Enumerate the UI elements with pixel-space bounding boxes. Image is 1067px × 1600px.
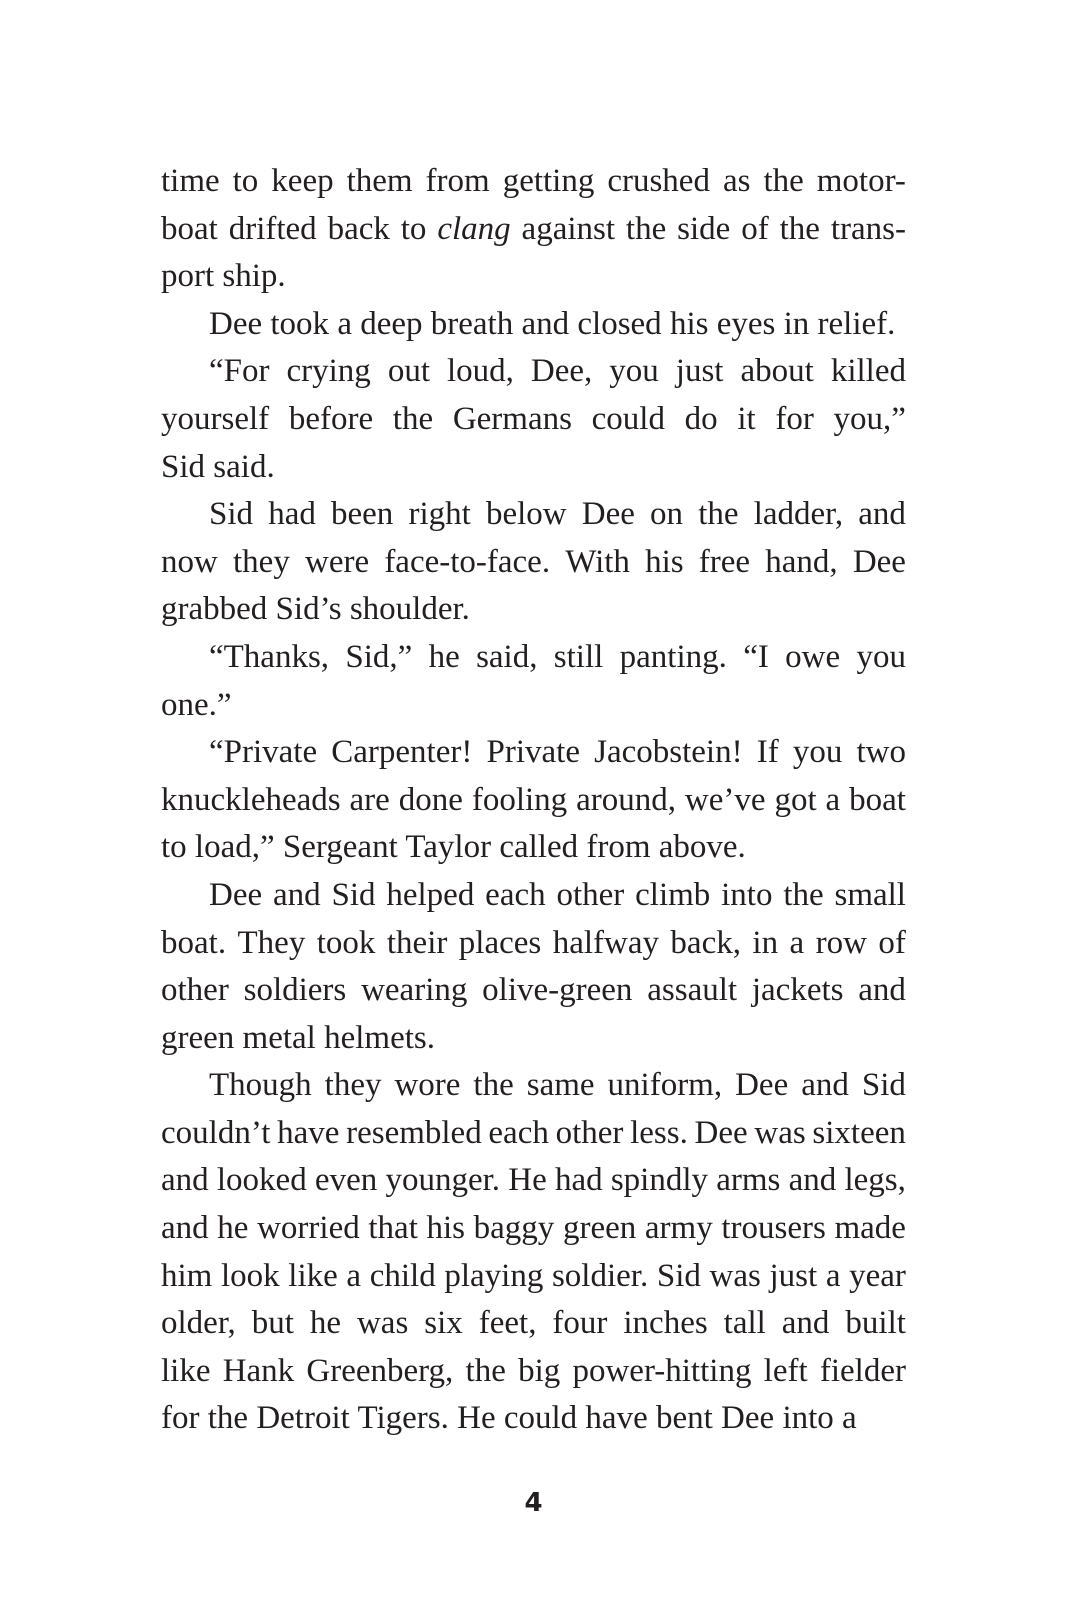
word: took	[270, 305, 330, 342]
word: now	[161, 543, 218, 580]
word: right	[408, 496, 471, 533]
word: Greenberg,	[306, 1352, 454, 1389]
word: Sid,”	[345, 638, 413, 675]
word: other	[556, 876, 625, 913]
word: back	[327, 210, 390, 247]
word: the	[783, 876, 824, 913]
word: the	[763, 163, 804, 199]
word: soldier.	[551, 1257, 649, 1294]
word: Sid	[331, 876, 376, 913]
word: of	[878, 924, 906, 961]
word: but	[251, 1305, 294, 1342]
word: “Thanks,	[209, 638, 330, 675]
word: back,	[670, 924, 741, 961]
word: motor-	[816, 163, 906, 199]
word: soldiers	[243, 972, 347, 1009]
word: power-hitting	[572, 1352, 752, 1389]
word: on	[650, 496, 684, 533]
word: the	[465, 1352, 506, 1389]
word: Dee	[694, 1114, 748, 1151]
word: grabbed	[161, 591, 268, 628]
word: to	[400, 210, 427, 247]
word: less.	[630, 1114, 688, 1151]
text-line	[161, 158, 906, 206]
word: He	[508, 1162, 547, 1199]
text-line	[161, 301, 906, 349]
word: made	[834, 1210, 906, 1247]
word: four	[552, 1305, 608, 1342]
word: he	[309, 1305, 341, 1342]
word: legs,	[844, 1162, 906, 1199]
word: to	[232, 163, 259, 199]
word: from	[425, 163, 490, 199]
word: he	[428, 638, 460, 675]
word: breath	[430, 305, 514, 342]
word: the	[698, 496, 739, 533]
word: Dee	[852, 543, 906, 580]
word: had	[554, 1162, 603, 1199]
word: metal	[242, 1019, 316, 1056]
word: was	[709, 1257, 761, 1294]
word: Dee	[209, 305, 263, 342]
word: you	[856, 638, 906, 675]
word: side	[677, 210, 731, 247]
word: closed	[577, 305, 662, 342]
word: Sergeant	[282, 829, 398, 866]
word: you,”	[833, 400, 906, 437]
word: Hank	[222, 1352, 295, 1389]
word: him	[161, 1257, 213, 1294]
text-line	[161, 1205, 906, 1253]
word: Private	[486, 734, 580, 771]
word: he	[217, 1210, 249, 1247]
word: Though	[209, 1067, 312, 1104]
word: crushed	[607, 163, 710, 199]
word: child	[369, 1257, 436, 1294]
word: Sid	[161, 448, 206, 485]
word: wearing	[361, 972, 468, 1009]
word: small	[834, 876, 906, 913]
word: couldn’t	[161, 1114, 271, 1151]
word: Dee	[581, 496, 635, 533]
word: climb	[635, 876, 711, 913]
word: in	[752, 924, 779, 961]
word: helped	[386, 876, 475, 913]
word: said.	[213, 448, 275, 485]
word: Dee	[209, 876, 263, 913]
word: resembled	[346, 1114, 482, 1151]
word: spindly	[610, 1162, 708, 1199]
word: worried	[257, 1210, 360, 1247]
word: boat	[849, 781, 906, 818]
word: Sid	[656, 1257, 701, 1294]
word: Germans	[452, 400, 572, 437]
word: the	[779, 210, 820, 247]
word: the	[207, 1400, 249, 1437]
word: into	[782, 1400, 834, 1437]
word: for	[161, 1400, 200, 1437]
word: wore	[394, 1067, 461, 1104]
word: keep	[271, 163, 334, 199]
word: row	[815, 924, 867, 961]
word: you	[792, 734, 843, 771]
word: fielder	[819, 1352, 906, 1389]
word: a	[825, 781, 841, 818]
word: was	[754, 1114, 806, 1151]
word: built	[845, 1305, 906, 1342]
word: just	[675, 353, 724, 390]
word: ship.	[222, 258, 286, 295]
word: port	[161, 258, 215, 295]
word: “I	[743, 638, 769, 675]
word: green	[161, 1019, 235, 1056]
word: could	[503, 1400, 578, 1437]
word: face-to-face.	[384, 543, 551, 580]
word: Detroit	[256, 1400, 350, 1437]
text-line	[161, 491, 906, 539]
word: his	[426, 1210, 466, 1247]
word: green	[562, 1210, 637, 1247]
word: left	[763, 1352, 808, 1389]
word: boat.	[161, 924, 227, 961]
word: we’ve	[684, 781, 766, 818]
word: inches	[623, 1305, 708, 1342]
word: sixteen	[812, 1114, 906, 1151]
text-line	[161, 682, 906, 730]
word: other	[555, 1114, 624, 1151]
word: fooling	[471, 781, 568, 818]
text-line	[161, 1110, 906, 1158]
word: They	[237, 924, 306, 961]
word: With	[565, 543, 630, 580]
word: panting.	[619, 638, 727, 675]
word: as	[722, 163, 751, 199]
word: was	[356, 1305, 409, 1342]
text-line	[161, 206, 906, 254]
word: older,	[161, 1305, 236, 1342]
word: a	[337, 305, 352, 342]
word: boat	[161, 210, 218, 247]
word: feet,	[478, 1305, 537, 1342]
word: six	[424, 1305, 463, 1342]
word: have	[277, 1114, 340, 1151]
text-line	[161, 824, 906, 872]
word: shoulder.	[349, 591, 470, 628]
word: bent	[655, 1400, 713, 1437]
word: and	[801, 1067, 849, 1104]
word: a	[825, 1257, 841, 1294]
text-line	[161, 1395, 906, 1443]
word: assault	[647, 972, 738, 1009]
word: that	[368, 1210, 418, 1247]
word: the	[625, 210, 667, 247]
text-line	[161, 729, 906, 777]
text-line	[161, 1015, 906, 1063]
word: yourself	[161, 400, 270, 437]
word: playing	[444, 1257, 544, 1294]
text-line	[161, 444, 906, 492]
word: “Private	[209, 734, 318, 771]
word: look	[220, 1257, 280, 1294]
text-line	[161, 920, 906, 968]
word: like	[288, 1257, 338, 1294]
text-line	[161, 539, 906, 587]
word: above.	[658, 829, 746, 866]
text-line	[161, 1348, 906, 1396]
word: and	[272, 876, 321, 913]
word: his	[669, 305, 709, 342]
text-line	[161, 1300, 906, 1348]
word: their	[386, 924, 448, 961]
word: from	[586, 829, 651, 866]
word: tall	[723, 1305, 766, 1342]
word: could	[591, 400, 665, 437]
word: below	[485, 496, 567, 533]
word: baggy	[473, 1210, 555, 1247]
word: his	[645, 543, 684, 580]
word: time	[161, 163, 220, 199]
word: He	[457, 1400, 496, 1437]
text-line	[161, 1253, 906, 1301]
word: eyes	[716, 305, 776, 342]
word: “For	[209, 353, 270, 390]
word: a	[789, 924, 805, 961]
word: it	[737, 400, 756, 437]
text-line	[161, 872, 906, 920]
word: year	[849, 1257, 906, 1294]
text-line	[161, 777, 906, 825]
word: in	[783, 305, 810, 342]
word: were	[305, 543, 370, 580]
word: they	[233, 543, 290, 580]
text-line	[161, 348, 906, 396]
word: same	[526, 1067, 595, 1104]
word: just	[769, 1257, 818, 1294]
word: the	[473, 1067, 514, 1104]
word: and	[781, 1305, 830, 1342]
word: trousers	[721, 1210, 826, 1247]
text-line	[161, 396, 906, 444]
word: and	[161, 1210, 209, 1247]
word: trans-	[830, 210, 906, 247]
word: Sid’s	[275, 591, 342, 628]
word: and	[788, 1162, 837, 1199]
word: took	[316, 924, 376, 961]
word: them	[346, 163, 413, 199]
word: loud,	[446, 353, 514, 390]
word: deep	[360, 305, 423, 342]
word: done	[398, 781, 463, 818]
word: Tigers.	[357, 1400, 449, 1437]
word: a	[346, 1257, 362, 1294]
word: jackets	[751, 972, 844, 1009]
word: out	[387, 353, 430, 390]
word: like	[161, 1352, 211, 1389]
word: looked	[216, 1162, 307, 1199]
word: and	[858, 496, 906, 533]
word: Sid	[209, 496, 254, 533]
word: to	[161, 829, 187, 866]
word: said,	[476, 638, 538, 675]
word: hand,	[765, 543, 838, 580]
text-line	[161, 253, 906, 301]
body-text	[161, 158, 906, 1443]
word: Dee	[735, 1067, 789, 1104]
word: one.”	[161, 686, 232, 723]
word: crying	[286, 353, 371, 390]
word: Dee,	[530, 353, 593, 390]
word: are	[349, 781, 390, 818]
word: called	[499, 829, 579, 866]
word: had	[268, 496, 316, 533]
text-line	[161, 1157, 906, 1205]
word: each	[488, 1114, 549, 1151]
page-number: 4	[524, 1488, 543, 1518]
word: clang	[437, 210, 511, 247]
word: owe	[785, 638, 841, 675]
word: places	[458, 924, 542, 961]
word: got	[774, 781, 817, 818]
word: getting	[502, 163, 595, 199]
word: you	[609, 353, 659, 390]
text-line	[161, 586, 906, 634]
word: two	[856, 734, 906, 771]
word: free	[698, 543, 751, 580]
word: If	[756, 734, 779, 771]
word: against	[521, 210, 616, 247]
word: and	[858, 972, 906, 1009]
word: of	[741, 210, 769, 247]
text-line	[161, 634, 906, 682]
word: before	[288, 400, 374, 437]
word: other	[161, 972, 229, 1009]
word: helmets.	[324, 1019, 436, 1056]
word: each	[485, 876, 546, 913]
word: into	[721, 876, 773, 913]
word: have	[585, 1400, 648, 1437]
word: Dee	[721, 1400, 775, 1437]
word: younger.	[385, 1162, 501, 1199]
word: about	[740, 353, 814, 390]
text-line	[161, 967, 906, 1015]
word: killed	[830, 353, 906, 390]
word: they	[324, 1067, 382, 1104]
word: load,”	[194, 829, 275, 866]
word: been	[331, 496, 394, 533]
word: Jacobstein!	[594, 734, 743, 771]
text-line	[161, 1062, 906, 1110]
word: and	[521, 305, 570, 342]
word: Carpenter!	[331, 734, 473, 771]
word: Taylor	[405, 829, 492, 866]
word: arms	[716, 1162, 781, 1199]
word: uniform,	[607, 1067, 723, 1104]
word: olive-green	[482, 972, 633, 1009]
word: army	[644, 1210, 713, 1247]
word: knuckleheads	[161, 781, 341, 818]
word: do	[684, 400, 718, 437]
word: around,	[576, 781, 676, 818]
word: halfway	[552, 924, 659, 961]
word: a	[842, 1400, 857, 1437]
word: drifted	[228, 210, 317, 247]
word: big	[518, 1352, 561, 1389]
word: for	[775, 400, 814, 437]
word: Sid	[861, 1067, 906, 1104]
word: even	[314, 1162, 378, 1199]
word: still	[553, 638, 604, 675]
word: and	[161, 1162, 209, 1199]
word: ladder,	[753, 496, 844, 533]
word: relief.	[817, 305, 896, 342]
word: the	[392, 400, 434, 437]
